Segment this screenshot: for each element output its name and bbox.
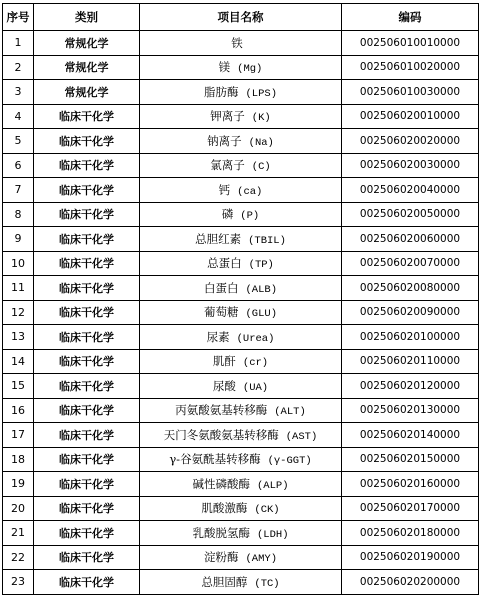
- item-name-text: 肌酸激酶: [201, 501, 248, 516]
- table-row: [3, 472, 479, 497]
- row-number: 23: [3, 570, 34, 595]
- row-number: 2: [3, 55, 34, 80]
- item-name-text: 淀粉酶: [203, 550, 239, 565]
- item-abbreviation: (Urea): [236, 332, 275, 345]
- row-number: 7: [3, 178, 34, 203]
- row-code: 002506020110000: [342, 349, 479, 374]
- row-number: 19: [3, 472, 34, 497]
- item-abbreviation: (UA): [242, 381, 269, 394]
- row-code: 002506020200000: [342, 570, 479, 595]
- row-number: 11: [3, 276, 34, 301]
- row-code: 002506020020000: [342, 129, 479, 154]
- row-category: 临床干化学: [34, 202, 140, 227]
- row-category: 临床干化学: [34, 545, 140, 570]
- row-category: 临床干化学: [34, 570, 140, 595]
- item-abbreviation: (C): [251, 161, 271, 174]
- row-category: 临床干化学: [34, 325, 140, 350]
- item-abbreviation: (K): [251, 112, 271, 125]
- table-row: [3, 104, 479, 129]
- row-category: 常规化学: [34, 55, 140, 80]
- row-number: 3: [3, 80, 34, 105]
- item-abbreviation: (ca): [237, 185, 263, 198]
- row-code: 002506020030000: [342, 153, 479, 178]
- row-category: 临床干化学: [34, 104, 140, 129]
- row-category: 临床干化学: [34, 129, 140, 154]
- item-abbreviation: (AST): [285, 430, 318, 443]
- row-number: 12: [3, 300, 34, 325]
- row-category: 临床干化学: [34, 521, 140, 546]
- header-row: [3, 4, 479, 31]
- item-abbreviation: (TP): [248, 259, 274, 272]
- row-code: 002506020100000: [342, 325, 479, 350]
- table-row: [3, 153, 479, 178]
- row-item-name: [140, 374, 342, 399]
- item-abbreviation: (ALP): [256, 479, 289, 492]
- row-category: 临床干化学: [34, 276, 140, 301]
- row-number: 17: [3, 423, 34, 448]
- table-row: [3, 178, 479, 203]
- table-row: [3, 349, 479, 374]
- table-row: [3, 496, 479, 521]
- item-name-text: 尿素: [206, 329, 230, 344]
- row-item-name: [140, 521, 342, 546]
- row-number: 14: [3, 349, 34, 374]
- item-abbreviation: (TBIL): [248, 234, 286, 247]
- row-item-name: [140, 202, 342, 227]
- row-item-name: [140, 349, 342, 374]
- row-item-name: [140, 31, 342, 56]
- row-item-name: [140, 227, 342, 252]
- table-row: [3, 398, 479, 423]
- table-row: [3, 545, 479, 570]
- row-code: 002506020130000: [342, 398, 479, 423]
- table-row: [3, 31, 479, 56]
- row-code: 002506010020000: [342, 55, 479, 80]
- header-code: 编码: [342, 4, 479, 31]
- table-row: [3, 251, 479, 276]
- row-code: 002506020150000: [342, 447, 479, 472]
- item-abbreviation: (γ-GGT): [267, 455, 312, 468]
- row-code: 002506020140000: [342, 423, 479, 448]
- row-category: 临床干化学: [34, 423, 140, 448]
- item-name-text: 镁: [218, 60, 231, 75]
- row-item-name: [140, 423, 342, 448]
- row-category: 临床干化学: [34, 178, 140, 203]
- row-number: 21: [3, 521, 34, 546]
- row-category: 临床干化学: [34, 153, 140, 178]
- item-abbreviation: (Na): [248, 136, 274, 149]
- row-code: 002506020170000: [342, 496, 479, 521]
- row-code: 002506020070000: [342, 251, 479, 276]
- row-item-name: [140, 129, 342, 154]
- row-code: 002506010030000: [342, 80, 479, 105]
- item-name-text: 葡萄糖: [203, 305, 239, 320]
- table-row: [3, 423, 479, 448]
- row-category: 常规化学: [34, 80, 140, 105]
- row-number: 10: [3, 251, 34, 276]
- row-item-name: [140, 545, 342, 570]
- row-category: 常规化学: [34, 31, 140, 56]
- item-abbreviation: (TC): [254, 577, 280, 590]
- item-name-text: 碱性磷酸酶: [192, 476, 250, 491]
- item-abbreviation: (CK): [254, 504, 280, 517]
- row-number: 22: [3, 545, 34, 570]
- row-item-name: [140, 178, 342, 203]
- row-category: 临床干化学: [34, 251, 140, 276]
- row-number: 1: [3, 31, 34, 56]
- row-item-name: [140, 447, 342, 472]
- row-code: 002506010010000: [342, 31, 479, 56]
- row-item-name: [140, 153, 342, 178]
- row-category: 临床干化学: [34, 227, 140, 252]
- item-name-text: 总胆固醇: [201, 574, 248, 589]
- item-name-text: 尿酸: [212, 378, 236, 393]
- row-number: 8: [3, 202, 34, 227]
- row-number: 6: [3, 153, 34, 178]
- table-row: [3, 300, 479, 325]
- header-category: 类别: [34, 4, 140, 31]
- table-row: [3, 55, 479, 80]
- row-number: 9: [3, 227, 34, 252]
- item-name-text: 总胆红素: [195, 231, 242, 246]
- row-item-name: [140, 300, 342, 325]
- row-code: 002506020180000: [342, 521, 479, 546]
- row-code: 002506020060000: [342, 227, 479, 252]
- row-item-name: [140, 570, 342, 595]
- row-number: 16: [3, 398, 34, 423]
- item-abbreviation: (LDH): [256, 528, 289, 541]
- row-category: 临床干化学: [34, 472, 140, 497]
- item-name-text: 钠离子: [207, 133, 242, 148]
- row-category: 临床干化学: [34, 398, 140, 423]
- row-code: 002506020080000: [342, 276, 479, 301]
- table-row: [3, 374, 479, 399]
- item-abbreviation: (cr): [242, 357, 269, 370]
- item-abbreviation: (ALB): [245, 283, 277, 296]
- item-name-text: 氯离子: [210, 158, 245, 173]
- item-name-text: 乳酸脱氢酶: [192, 525, 250, 540]
- row-code: 002506020160000: [342, 472, 479, 497]
- header-no: 序号: [3, 4, 34, 31]
- table-row: [3, 521, 479, 546]
- table-row: [3, 227, 479, 252]
- row-number: 20: [3, 496, 34, 521]
- item-abbreviation: (Mg): [237, 63, 263, 76]
- row-item-name: [140, 325, 342, 350]
- row-code: 002506020040000: [342, 178, 479, 203]
- row-category: 临床干化学: [34, 374, 140, 399]
- row-item-name: [140, 472, 342, 497]
- row-item-name: [140, 80, 342, 105]
- item-name-text: 丙氨酸氨基转移酶: [175, 403, 268, 418]
- row-item-name: [140, 55, 342, 80]
- item-name-text: 钾离子: [210, 109, 245, 124]
- row-category: 临床干化学: [34, 447, 140, 472]
- item-name-text: 总蛋白: [207, 256, 242, 271]
- item-abbreviation: (AMY): [245, 553, 277, 566]
- item-abbreviation: (LPS): [245, 87, 277, 100]
- table-row: [3, 447, 479, 472]
- row-code: 002506020120000: [342, 374, 479, 399]
- row-code: 002506020050000: [342, 202, 479, 227]
- row-number: 4: [3, 104, 34, 129]
- item-name-text: 铁: [231, 35, 243, 50]
- item-name-text: 天门冬氨酸氨基转移酶: [163, 427, 279, 442]
- row-item-name: [140, 496, 342, 521]
- table-row: [3, 570, 479, 595]
- row-category: 临床干化学: [34, 496, 140, 521]
- table-row: [3, 129, 479, 154]
- item-name-text: 肌酐: [212, 354, 236, 369]
- item-name-text: 白蛋白: [203, 280, 239, 295]
- row-number: 13: [3, 325, 34, 350]
- item-abbreviation: (GLU): [245, 308, 277, 321]
- row-item-name: [140, 276, 342, 301]
- row-number: 5: [3, 129, 34, 154]
- row-item-name: [140, 104, 342, 129]
- row-code: 002506020090000: [342, 300, 479, 325]
- test-items-table: [2, 3, 479, 595]
- header-item-name: 项目名称: [140, 4, 342, 31]
- table-row: [3, 80, 479, 105]
- table-row: [3, 202, 479, 227]
- row-item-name: [140, 251, 342, 276]
- row-category: 临床干化学: [34, 349, 140, 374]
- table-row: [3, 325, 479, 350]
- item-abbreviation: (P): [240, 210, 260, 223]
- row-code: 002506020010000: [342, 104, 479, 129]
- row-category: 临床干化学: [34, 300, 140, 325]
- item-name-text: 脂肪酶: [203, 84, 239, 99]
- row-number: 18: [3, 447, 34, 472]
- item-name-text: 钙: [218, 182, 231, 197]
- row-number: 15: [3, 374, 34, 399]
- item-name-text: γ-谷氨酰基转移酶: [169, 452, 261, 467]
- item-abbreviation: (ALT): [274, 406, 306, 419]
- item-name-text: 磷: [221, 207, 234, 222]
- row-item-name: [140, 398, 342, 423]
- row-code: 002506020190000: [342, 545, 479, 570]
- table-row: [3, 276, 479, 301]
